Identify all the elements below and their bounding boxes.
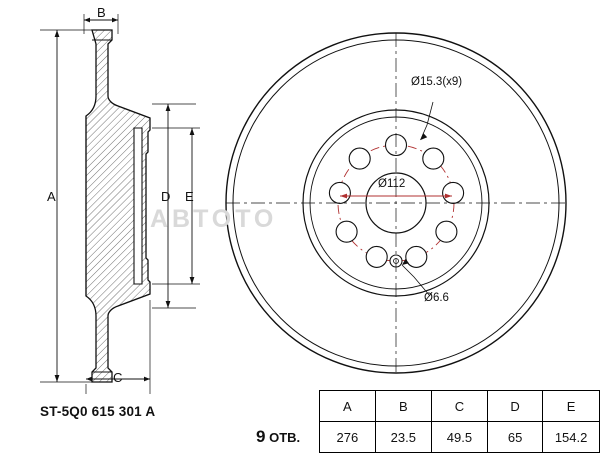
table-corner-cell — [252, 391, 319, 422]
dim-label-c: C — [113, 370, 123, 385]
watermark: АВТОТО — [150, 205, 278, 233]
callout-bolt-hole-dia: Ø15.3(x9) — [411, 76, 463, 88]
dim-label-a: A — [47, 189, 56, 204]
face-view — [226, 33, 566, 373]
dim-label-e: E — [185, 189, 194, 204]
table-header-d: D — [488, 391, 543, 422]
spec-table — [252, 390, 600, 453]
dim-label-d: D — [161, 189, 171, 204]
table-header-b: B — [375, 391, 431, 422]
table-header-c: C — [431, 391, 487, 422]
arrow-d-bottom — [166, 301, 171, 308]
table-value-e: 154.2 — [543, 422, 600, 453]
arrow-a-bottom — [55, 375, 60, 382]
callout-small-hole-dia: Ø6.6 — [424, 292, 449, 304]
table-header-a: A — [319, 391, 375, 422]
dim-label-b: B — [97, 5, 106, 20]
table-value-a: 276 — [319, 422, 375, 453]
arrow-e-top — [190, 128, 195, 135]
table-value-d: 65 — [488, 422, 543, 453]
table-value-c: 49.5 — [431, 422, 487, 453]
table-value-row — [252, 422, 600, 453]
arrow-c-left — [86, 377, 92, 382]
callout-pcd: Ø112 — [378, 178, 406, 190]
table-row-label — [252, 422, 319, 453]
side-section-view — [40, 14, 200, 394]
arrow-e-bottom — [190, 277, 195, 284]
part-number-caption: ST-5Q0 615 301 A — [40, 404, 156, 419]
table-header-e: E — [543, 391, 600, 422]
arrow-a-top — [55, 30, 60, 37]
arrow-d-top — [166, 104, 171, 111]
table-value-b: 23.5 — [375, 422, 431, 453]
arrow-c-right — [144, 377, 150, 382]
hole-count: 9 — [256, 427, 266, 446]
table-header-row — [252, 391, 600, 422]
arrow-b-right — [112, 18, 118, 23]
vent-gap — [134, 128, 142, 284]
arrow-b-left — [84, 18, 90, 23]
hole-count-word: ОТВ. — [269, 430, 301, 445]
